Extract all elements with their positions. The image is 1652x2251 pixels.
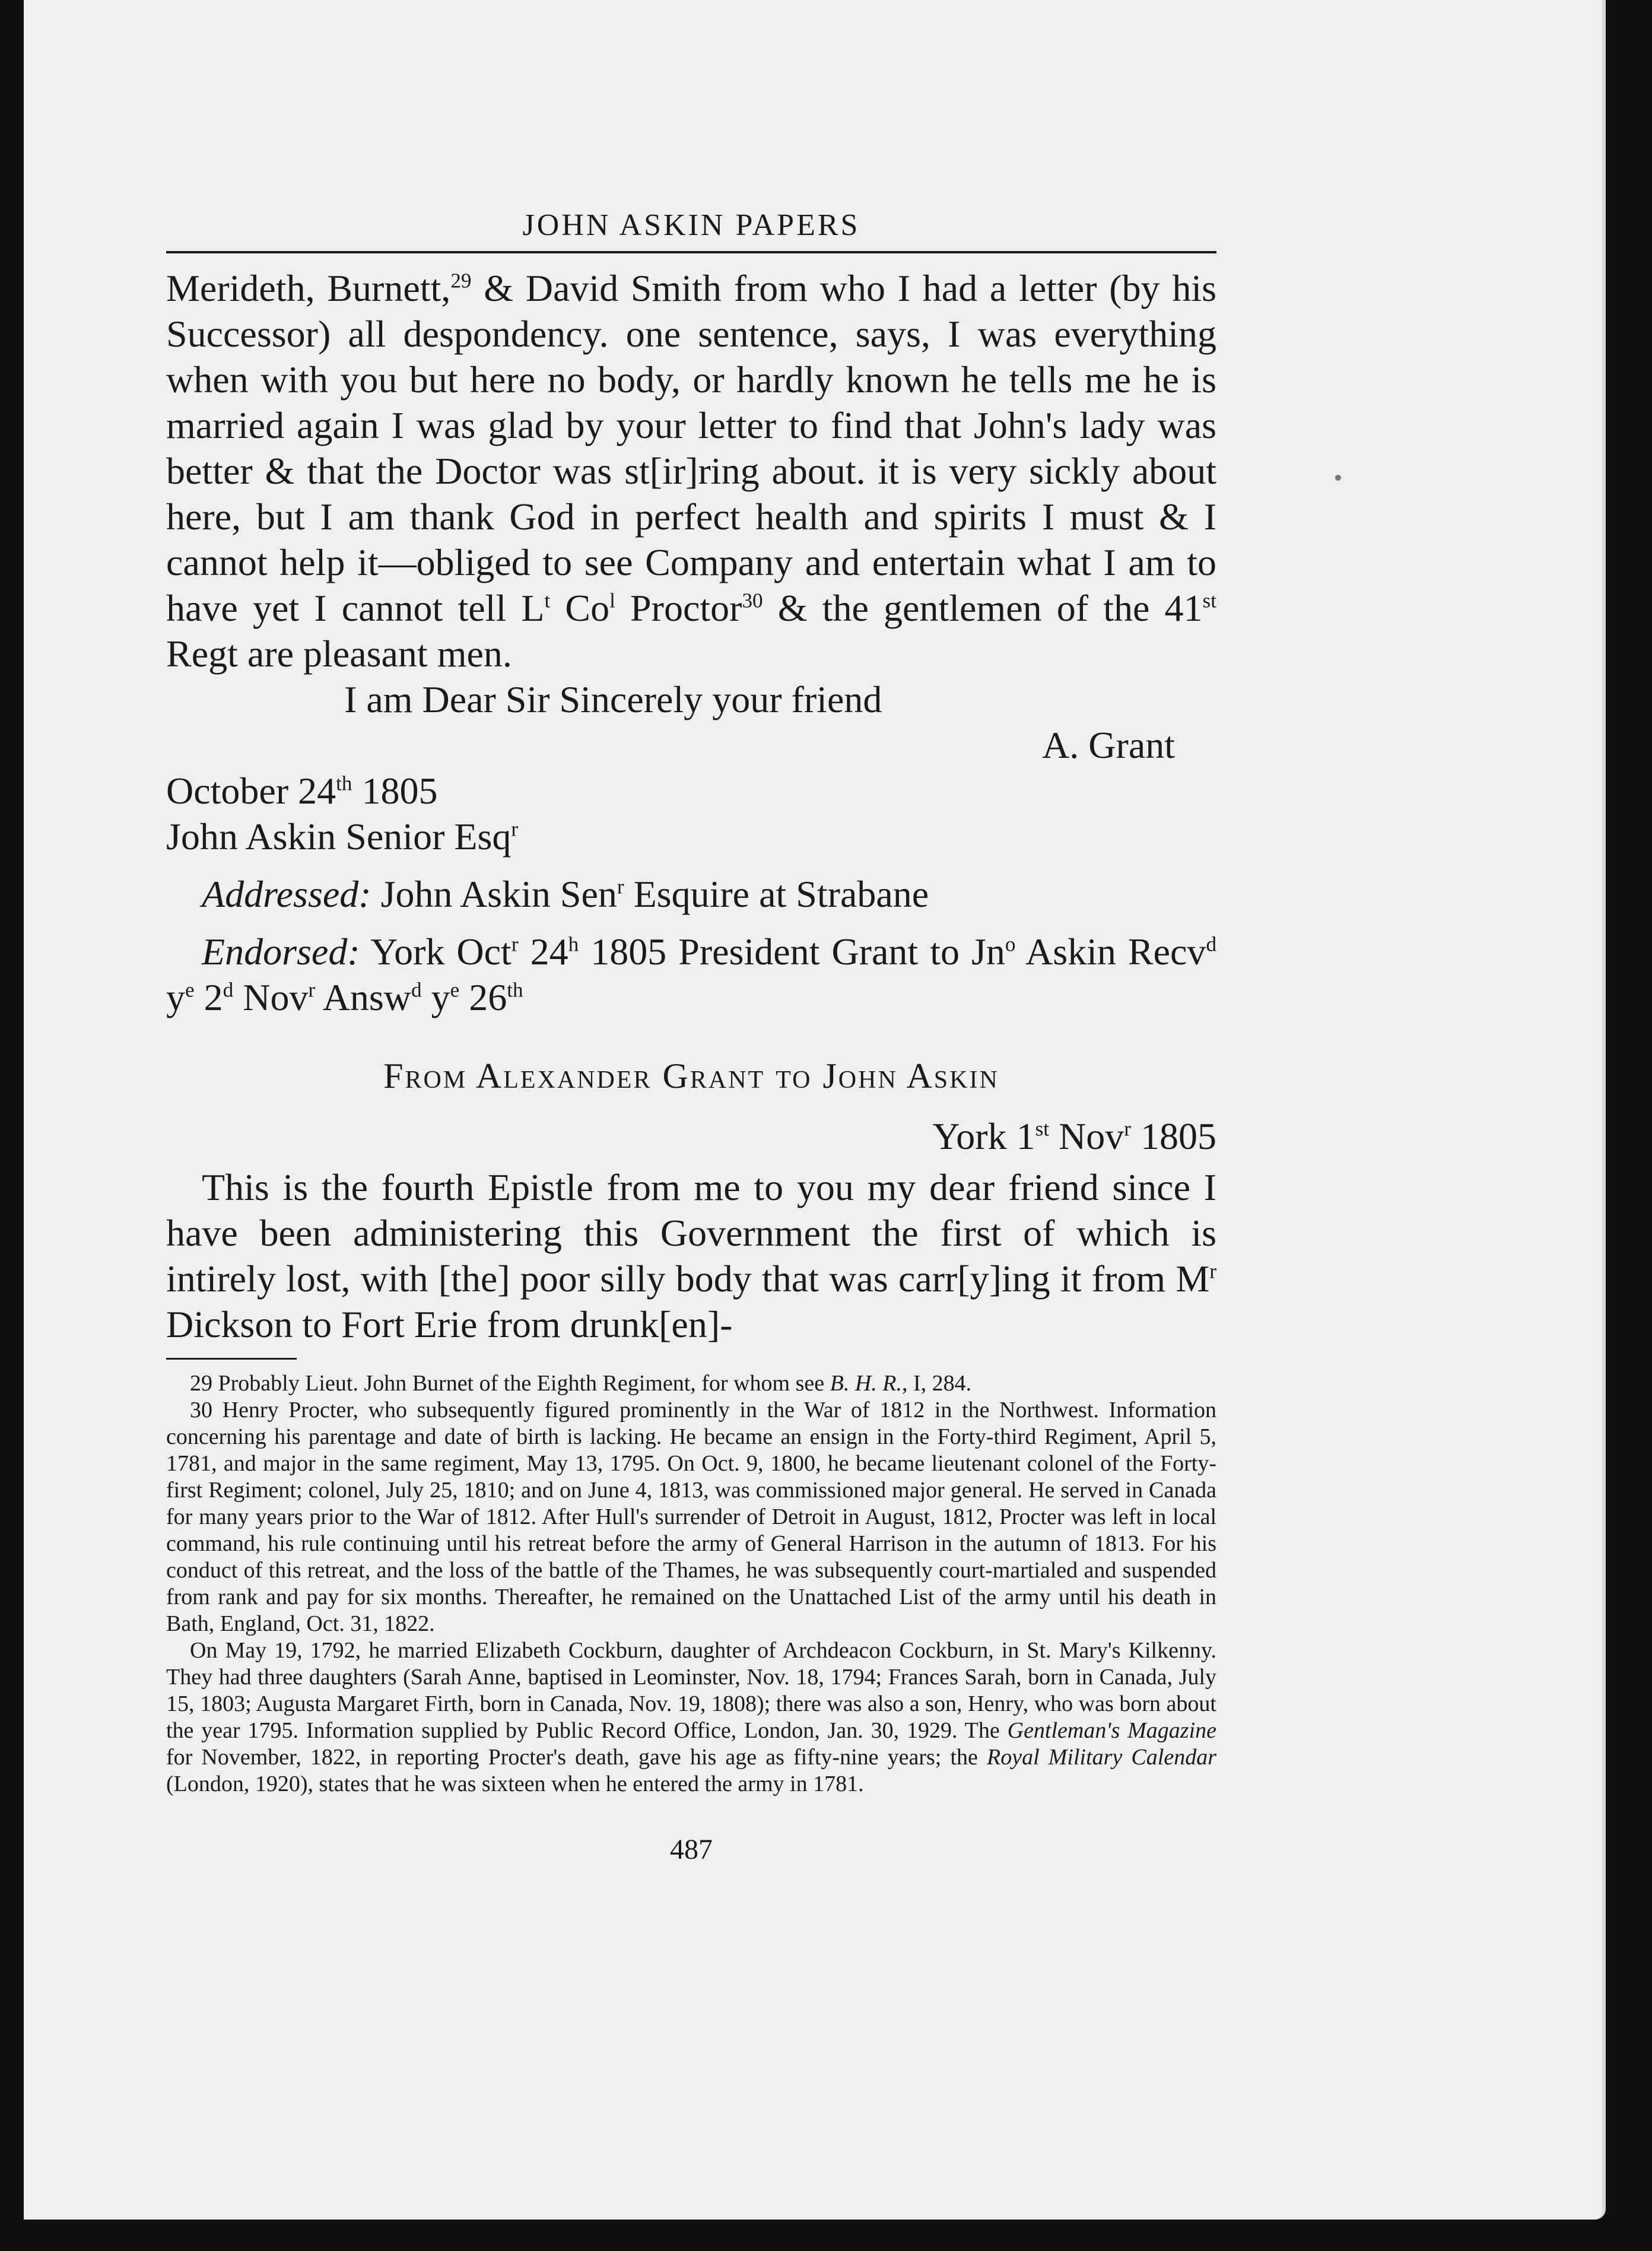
endorsed-label: Endorsed: bbox=[202, 931, 360, 973]
letter-1-recipient: John Askin Senior Esq$^r$ bbox=[166, 815, 519, 858]
book-page bbox=[24, 0, 1606, 2220]
footnote-30: 30 Henry Procter, who subsequently figured prominently in the War of 1812 in the Northwest. Information concerning his parentage and date of birth is lacking. He became an ensign in the Forty-third Regiment, April 5, 1781, and major in the same regiment, May 13, 1795. On Oct. 9, 1800, he became lieutenant colonel of the Forty-first Regiment; colonel, July 25, 1810; and on June 4, 1813, was commissioned major general. He served in Canada for many years prior to the War of 1812. After Hull's surrender of Detroit in August, 1812, Procter was left in local command, his rule continuing until his retreat before the army of General Harrison in the autumn of 1813. For his conduct of this retreat, and the loss of the battle of the Thames, he was subsequently court-martialed and suspended from rank and pay for six months. Thereafter, he remained on the Unattached List of the army until his death in Bath, England, Oct. 31, 1822. bbox=[166, 1398, 1216, 1636]
letter-2-body: This is the fourth Epistle from me to you my dear friend since I have been administering this Government the first of which is intirely lost, with [the] poor silly body that was carr[y]ing it from $M^r$ Dickson to Fort Erie from drunk[en]- bbox=[166, 1166, 1216, 1345]
footnote-rule bbox=[166, 1358, 297, 1360]
letter-1-addressed: Addressed: John Askin Sen$^r$ Esquire at Strabane bbox=[202, 873, 929, 915]
letter-1-signature: A. Grant bbox=[1042, 724, 1175, 766]
page-content bbox=[166, 208, 1216, 1866]
letter-1-endorsed: Endorsed: York Oct$^r$ 24$^h$ 1805 President Grant to Jn$^o$ Askin Recv$^d$ $y^e$ 2$^d$ Nov$^r$ Answ$^d$ $y^e$ 26th bbox=[166, 931, 1217, 1018]
footnote-ref-30: 30 bbox=[742, 589, 763, 612]
footnote-ref-29: 29 bbox=[450, 269, 472, 293]
letter-1-body: Merideth, Burnett,$^{29}$ & David Smith from who I had a letter (by his Successor) all despondency. one sentence, says, I was everything when with you but here no body, or hardly known he tells me he is married again I was glad by your letter to find that John's lady was better & that the Doctor was st[ir]ring about. it is very sickly about here, but I am thank God in perfect health and spirits I must & I cannot help it—obliged to see Company and entertain what I am to have yet I cannot tell $L^t$ Co$^l$ Proctor$^{30}$ & the gentlemen of the 41st Regt are pleasant men. bbox=[166, 267, 1217, 675]
letter-2 bbox=[166, 1164, 1216, 1347]
letter-1-date: October 24th 1805 bbox=[166, 770, 438, 812]
addressed-label: Addressed: bbox=[202, 873, 371, 915]
page-speck bbox=[1335, 475, 1341, 481]
page-number: 487 bbox=[670, 1834, 713, 1865]
header-rule bbox=[166, 251, 1216, 253]
letter-1-closing: I am Dear Sir Sincerely your friend bbox=[344, 678, 882, 720]
letter-2-heading: From Alexander Grant to John Askin bbox=[383, 1056, 999, 1096]
running-head: JOHN ASKIN PAPERS bbox=[522, 208, 860, 242]
footnote-29: 29 Probably Lieut. John Burnet of the Eighth Regiment, for whom see B. H. R., I, 284. bbox=[190, 1371, 972, 1396]
footnotes bbox=[166, 1370, 1216, 1798]
letter-2-dateline: York 1st Nov$^r$ 1805 bbox=[932, 1115, 1216, 1157]
footnote-30-continued: On May 19, 1792, he married Elizabeth Cockburn, daughter of Archdeacon Cockburn, in St. Mary's Kilkenny. They had three daughters (Sarah Anne, baptised in Leominster, Nov. 18, 1794; Frances Sarah, born in Canada, July 15, 1803; Augusta Margaret Firth, born in Canada, Nov. 19, 1808); there was also a son, Henry, who was born about the year 1795. Information supplied by Public Record Office, London, Jan. 30, 1929. The Gentleman's Magazine for November, 1822, in reporting Procter's death, gave his age as fifty-nine years; the Royal Military Calendar (London, 1920), states that he was sixteen when he entered the army in 1781. bbox=[166, 1638, 1217, 1796]
letter-1 bbox=[166, 265, 1216, 1020]
